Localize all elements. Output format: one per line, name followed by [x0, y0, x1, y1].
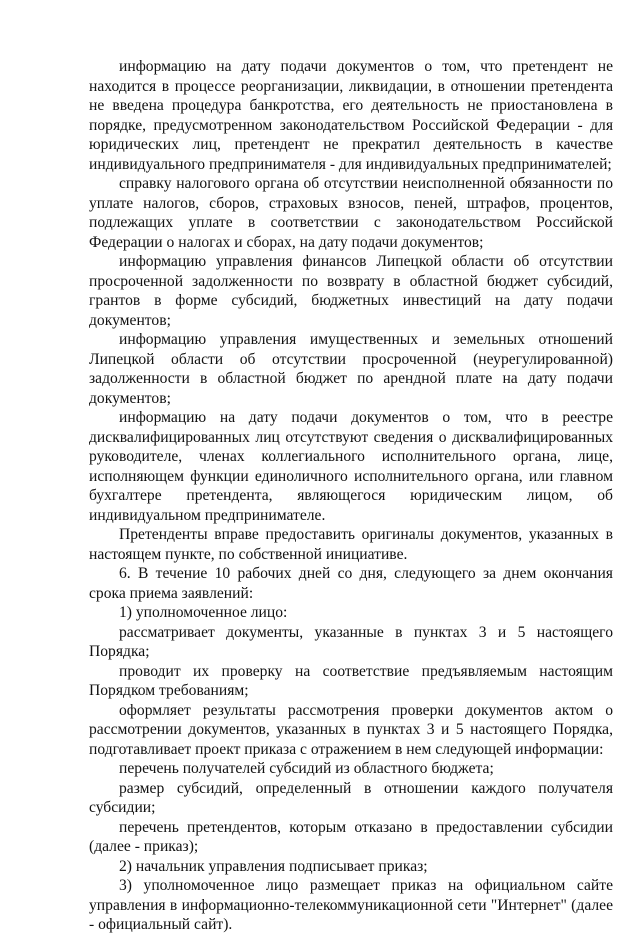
paragraph-tax-certificate: справку налогового органа об отсутствии неисполненной обязанности по уплате налогов, сборов, страховых взносов, пеней, штрафов, процентов, подлежащих уплате в соответствии с законодательством Российской Федерации о налогах и сборах, на дату подачи документов; [89, 175, 613, 251]
paragraph-subitem-1: 1) уполномоченное лицо: [119, 604, 288, 621]
paragraph-draws-act: оформляет результаты рассмотрения проверки документов актом о рассмотрении документов, указанных в пунктах 3 и 5 настоящего Порядка, подготавливает проект приказа с отражением в нем следующей информации: [89, 701, 613, 758]
paragraph-reviews-documents: рассматривает документы, указанные в пунктах 3 и 5 настоящего Порядка; [89, 623, 613, 660]
paragraph-reorganization-info: информацию на дату подачи документов о том, что претендент не находится в процессе реорганизации, ликвидации, в отношении претендента не введена процедура банкротства, его деятельность не приостановлена в порядке, предусмотренном законодательством Российской Федерации - для юридических лиц, претендент не прекратил деятельность в качестве индивидуального предпринимателя - для индивидуальных предпринимателей; [89, 58, 613, 173]
paragraph-subsidy-amount: размер субсидий, определенный в отношении каждого получателя субсидии; [89, 779, 613, 816]
paragraph-recipients-list: перечень получателей субсидий из областного бюджета; [119, 760, 494, 777]
paragraph-property-info: информацию управления имущественных и земельных отношений Липецкой области об отсутствии просроченной (неурегулированной) задолженности в областной бюджет по арендной плате на дату подачи документов; [89, 331, 613, 407]
paragraph-item-6: 6. В течение 10 рабочих дней со дня, следующего за днем окончания срока приема заявлений: [89, 565, 613, 602]
paragraph-refused-list: перечень претендентов, которым отказано в предоставлении субсидии (далее - приказ); [89, 818, 613, 855]
paragraph-subitem-2: 2) начальник управления подписывает приказ; [119, 857, 428, 875]
paragraph-subitem-3: 3) уполномоченное лицо размещает приказ на официальном сайте управления в информационно-телекоммуникационной сети "Интернет" (далее - официальный сайт). [89, 877, 613, 933]
document-body [89, 57, 613, 935]
paragraph-conducts-check: проводит их проверку на соответствие предъявляемым настоящим Порядком требованиям; [89, 662, 613, 699]
paragraph-disqualified-registry: информацию на дату подачи документов о том, что в реестре дисквалифицированных лиц отсутствуют сведения о дисквалифицированных руководителе, членах коллегиального исполнительного органа, лице, исполняющем функции единоличного исполнительного органа, или главном бухгалтере претендента, являющегося юридическим лицом, об индивидуальном предпринимателе. [89, 409, 613, 524]
paragraph-originals-right: Претенденты вправе предоставить оригиналы документов, указанных в настоящем пункте, по собственной инициативе. [89, 526, 613, 563]
paragraph-finance-info: информацию управления финансов Липецкой области об отсутствии просроченной задолженности по возврату в областной бюджет субсидий, грантов в форме субсидий, бюджетных инвестиций на дату подачи документов; [89, 253, 613, 329]
